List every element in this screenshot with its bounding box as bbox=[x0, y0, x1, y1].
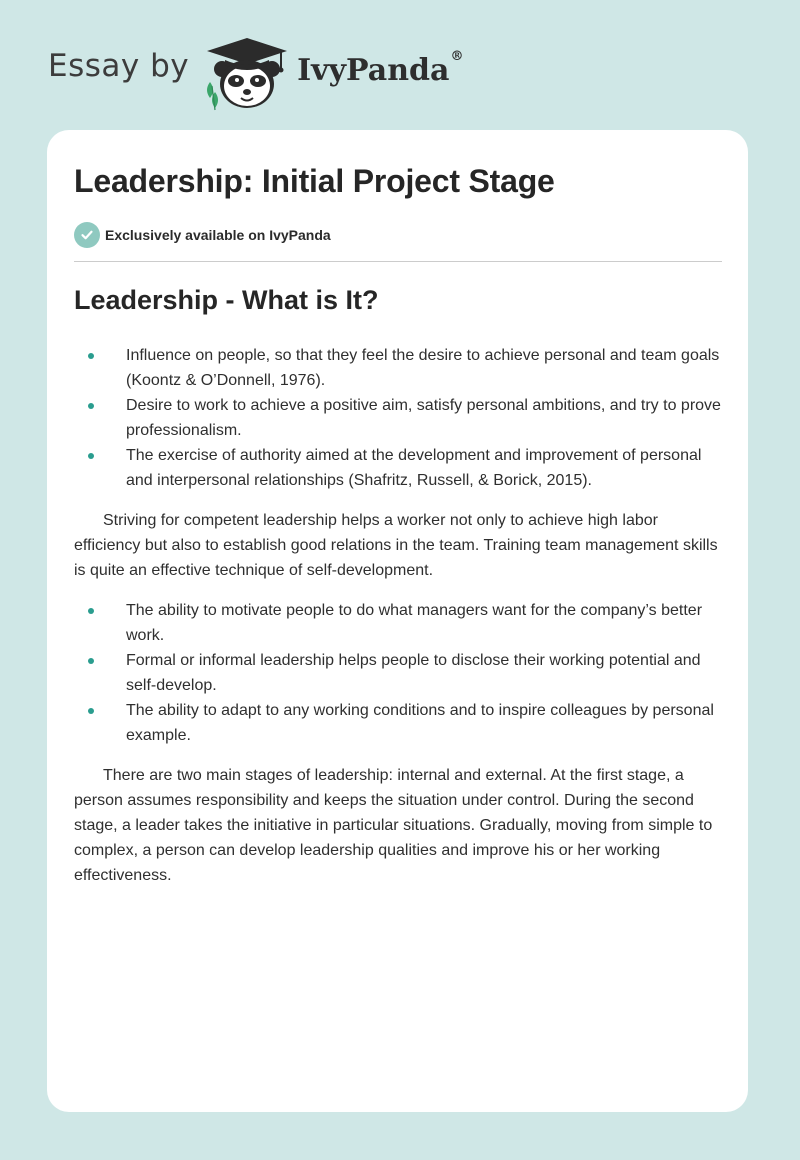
list-item-text: The exercise of authority aimed at the development and improvement of personal and interpersonal relationships (Shafritz, Russell, & Borick, 2015). bbox=[126, 447, 702, 489]
exclusive-badge bbox=[74, 222, 331, 248]
article-body bbox=[74, 343, 724, 903]
brand-prefix: Essay by bbox=[48, 48, 190, 84]
registered-mark: ® bbox=[450, 48, 464, 64]
list-item-text: Formal or informal leadership helps people to disclose their working potential and self-develop. bbox=[126, 652, 701, 694]
list-item bbox=[74, 393, 724, 443]
bullet-list-definitions bbox=[74, 343, 724, 493]
bullet-icon bbox=[88, 608, 94, 614]
list-item bbox=[74, 343, 724, 393]
list-item bbox=[74, 598, 724, 648]
essay-card bbox=[47, 130, 748, 1112]
bullet-icon bbox=[88, 403, 94, 409]
bullet-icon bbox=[88, 658, 94, 664]
panda-graduation-cap-icon bbox=[203, 34, 295, 114]
brand-name bbox=[297, 48, 464, 88]
paragraph: Striving for competent leadership helps a worker not only to achieve high labor efficiency but also to establish good relations in the team. Training team management skills is quite an effective technique of self-development. bbox=[74, 512, 718, 579]
list-item bbox=[74, 648, 724, 698]
brand-name-text: IvyPanda bbox=[297, 52, 450, 88]
divider bbox=[74, 261, 722, 262]
bullet-icon bbox=[88, 453, 94, 459]
list-item bbox=[74, 698, 724, 748]
list-item bbox=[74, 443, 724, 493]
brand-header bbox=[48, 34, 463, 114]
list-item-text: Influence on people, so that they feel the desire to achieve personal and team goals (Koontz & O’Donnell, 1976). bbox=[126, 347, 720, 389]
list-item-text: The ability to motivate people to do what managers want for the company’s better work. bbox=[126, 602, 703, 644]
exclusive-badge-text: Exclusively available on IvyPanda bbox=[105, 227, 331, 243]
bullet-icon bbox=[88, 708, 94, 714]
list-item-text: Desire to work to achieve a positive aim, satisfy personal ambitions, and try to prove professionalism. bbox=[126, 397, 721, 439]
paragraph: There are two main stages of leadership: internal and external. At the first stage, a person assumes responsibility and keeps the situation under control. During the second stage, a leader takes the initiative in particular situations. Gradually, moving from simple to complex, a person can develop leadership qualities and improve his or her working effectiveness. bbox=[74, 767, 713, 884]
check-circle-icon bbox=[74, 222, 100, 248]
section-title: Leadership - What is It? bbox=[74, 285, 379, 315]
list-item-text: The ability to adapt to any working conditions and to inspire colleagues by personal example. bbox=[126, 702, 714, 744]
page-title: Leadership: Initial Project Stage bbox=[74, 163, 555, 199]
bullet-list-benefits bbox=[74, 598, 724, 748]
bullet-icon bbox=[88, 353, 94, 359]
